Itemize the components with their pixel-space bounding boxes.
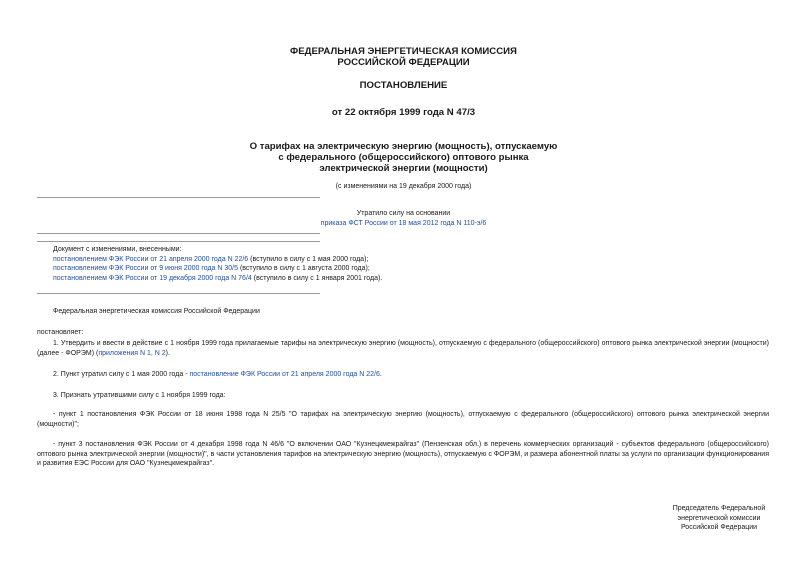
amendments-intro: Документ с изменениями, внесенными: bbox=[53, 246, 182, 253]
paragraph-3b: - пункт 3 постановления ФЭК России от 4 декабря 1998 года N 46/6 "О включении ОАО "Кузнецкмежрайгаз" (Пензенская обл.) в перечень коммерческих организаций - субъектов федерального (общероссийского) оптового рынка электрической энергии (мощности)", в части установления тарифов на электрическую энергию (мощность), отпускаемую с ФОРЭМ, и размера абонентной платы за услуги по организации функционирования и развития ЕЭС России для ОАО "Кузнецкмежрайгаз". bbox=[37, 441, 769, 468]
signature-line-2: энергетической комиссии bbox=[677, 514, 761, 522]
amended-note: (с изменениями на 19 декабря 2000 года) bbox=[335, 183, 472, 190]
agency-line-1: ФЕДЕРАЛЬНАЯ ЭНЕРГЕТИЧЕСКАЯ КОМИССИЯ bbox=[290, 46, 517, 57]
agency-name bbox=[0, 46, 807, 68]
title-line-2: с федерального (общероссийского) оптового рынка bbox=[278, 152, 529, 163]
amendment-note: (вступило в силу с 1 мая 2000 года); bbox=[248, 255, 369, 263]
paragraph-3a: - пункт 1 постановления ФЭК России от 18 июня 1998 года N 25/5 "О тарифах на электрическую энергию (мощность), отпускаемую с федерального (общероссийского) оптового рынка электрической энергии (мощности)"; bbox=[37, 411, 769, 428]
paragraph-1-end: ). bbox=[165, 349, 170, 357]
signature bbox=[668, 504, 770, 533]
status-text: Утратило силу на основании bbox=[356, 210, 451, 217]
amendment-link[interactable]: постановлением ФЭК России от 21 апреля 2000 года N 22/6 bbox=[53, 255, 249, 263]
status-block bbox=[0, 209, 807, 228]
repeal-link[interactable]: постановление ФЭК России от 21 апреля 2000 года N 22/6 bbox=[189, 371, 380, 378]
status-link[interactable]: приказа ФСТ России от 18 мая 2012 года N 110-э/6 bbox=[320, 219, 487, 227]
title-line-1: О тарифах на электрическую энергию (мощность), отпускаемую bbox=[249, 141, 558, 152]
amendment-link[interactable]: постановлением ФЭК России от 9 июня 2000 года N 30/5 bbox=[53, 265, 239, 273]
amendment-item bbox=[53, 264, 473, 274]
divider bbox=[37, 197, 320, 198]
amendment-note: (вступило в силу с 1 января 2001 года). bbox=[251, 274, 383, 282]
divider bbox=[37, 293, 320, 294]
paragraph-2-end: . bbox=[379, 371, 382, 378]
paragraph-2 bbox=[53, 370, 769, 380]
amendment-link[interactable]: постановлением ФЭК России от 19 декабря 2000 года N 76/4 bbox=[53, 274, 252, 282]
amendment-item bbox=[53, 255, 473, 265]
signature-line-3: Российской Федерации bbox=[680, 524, 758, 532]
amendment-note: (вступило в силу с 1 августа 2000 года); bbox=[238, 265, 370, 273]
amendment-item bbox=[53, 274, 473, 284]
issuer: Федеральная энергетическая комиссия Российской Федерации bbox=[53, 308, 260, 315]
signature-line-1: Председатель Федеральной bbox=[672, 505, 766, 512]
title-line-3: электрической энергии (мощности) bbox=[319, 163, 488, 174]
paragraph-1-text: 1. Утвердить и ввести в действие с 1 ноября 1999 года прилагаемые тарифы на электрическую энергию (мощность), отпускаемую с федерального (общероссийского) оптового рынка электрической энергии (мощности) (далее - ФОРЭМ) ( bbox=[37, 340, 769, 357]
appendix-link[interactable]: приложения N 1, N 2 bbox=[98, 349, 166, 357]
divider bbox=[37, 233, 320, 234]
paragraph-1 bbox=[37, 339, 769, 358]
divider bbox=[37, 241, 320, 242]
date-number: от 22 октября 1999 года N 47/3 bbox=[331, 107, 476, 118]
paragraph-3: 3. Признать утратившими силу с 1 ноября 1999 года: bbox=[53, 392, 226, 399]
agency-line-2: РОССИЙСКОЙ ФЕДЕРАЦИИ bbox=[337, 57, 470, 68]
document-title bbox=[0, 141, 807, 174]
paragraph-2-text: 2. Пункт утратил силу с 1 мая 2000 года - bbox=[53, 371, 190, 378]
doc-type: ПОСТАНОВЛЕНИЕ bbox=[359, 80, 448, 91]
amendments-block bbox=[53, 245, 473, 283]
resolves: постановляет: bbox=[37, 329, 84, 336]
